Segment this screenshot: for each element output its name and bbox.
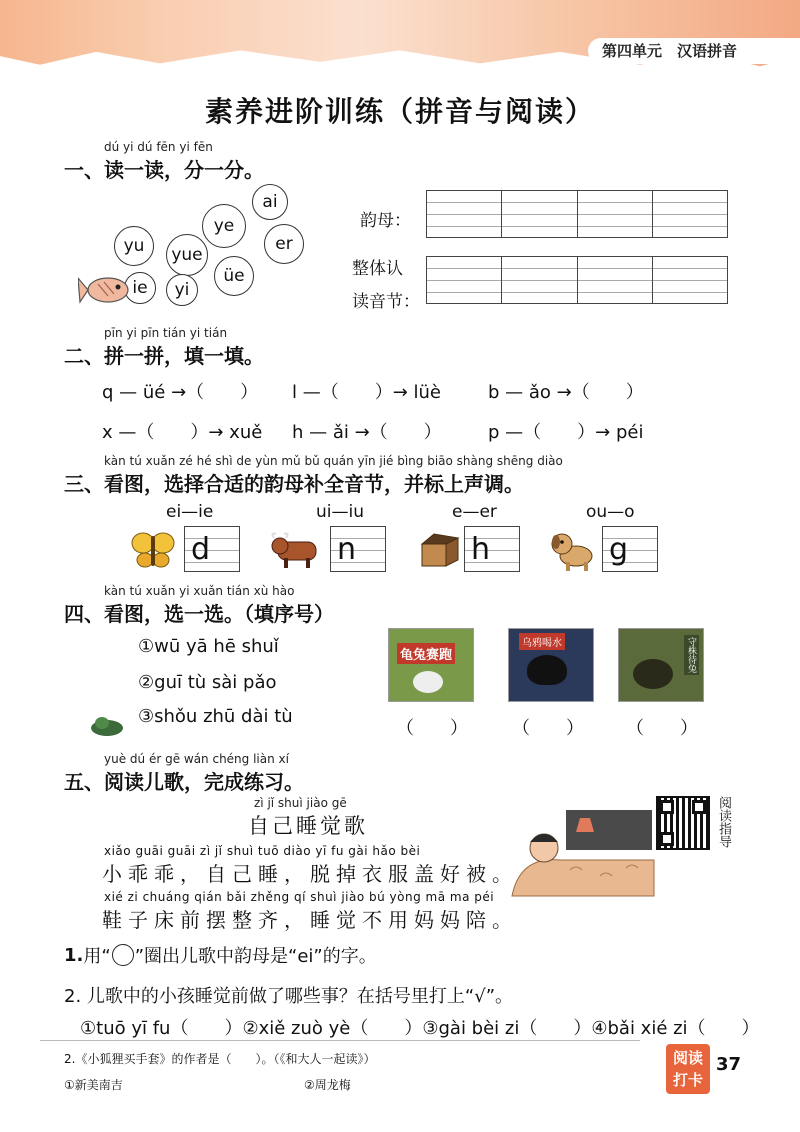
poem-line: 小乖乖，自己睡，脱掉衣服盖好被。: [102, 862, 518, 886]
s5-pinyin: yuè dú ér gē wán chéng liàn xí: [104, 752, 289, 766]
pinyin-exercise[interactable]: x —（ ）→ xuě: [102, 422, 263, 443]
sleeping-child-illustration: [510, 806, 656, 898]
label-yunmu: 韵母：: [360, 211, 411, 231]
rhyme-pair: ou—o: [586, 502, 635, 522]
s1-pinyin: dú yi dú fēn yi fēn: [104, 140, 213, 154]
picture-text: 守株待兔: [684, 635, 699, 675]
question-2-options[interactable]: ①tuō yī fu（ ）②xiě zuò yè（ ）③gài bèi zi（ ）④bǎi xié zi（ ）: [80, 1018, 760, 1039]
story-picture-1: [388, 628, 474, 702]
question-2: 2. 儿歌中的小孩睡觉前做了哪些事？在括号里打上“√”。: [64, 986, 514, 1007]
pinyin-exercise[interactable]: b — ǎo →（ ）: [488, 382, 644, 403]
reading-checkin-badge[interactable]: [666, 1044, 710, 1094]
bonus-option[interactable]: ②周龙梅: [304, 1078, 351, 1092]
divider: [40, 1040, 640, 1041]
label-zhengti-2: 读音节：: [352, 292, 420, 312]
write-cell[interactable]: [653, 257, 727, 303]
picture-text: 龟兔赛跑: [397, 643, 455, 664]
syllable-circle: ie: [124, 272, 156, 304]
answer-bracket[interactable]: （ ）: [512, 718, 584, 739]
fish-illustration: [78, 268, 132, 312]
write-cell[interactable]: [502, 257, 577, 303]
poem-line-pinyin: xiǎo guāi guāi zì jǐ shuì tuō diào yī fu gài hǎo bèi: [104, 844, 421, 858]
butterfly-illustration: [130, 530, 176, 570]
question-1-text-b: ”圈出儿歌中韵母是“ei”的字。: [134, 946, 377, 967]
bonus-question: 2.《小狐狸买手套》的作者是（ ）。（《和大人一起读》）: [64, 1052, 376, 1066]
syllable-circle: yi: [166, 274, 198, 306]
answer-bracket[interactable]: （ ）: [626, 718, 698, 739]
syllable-circle: ai: [252, 184, 288, 220]
poem-line-pinyin: xié zi chuáng qián bǎi zhěng qí shuì jiào bú yòng mā ma péi: [104, 890, 495, 904]
box-illustration: [418, 532, 462, 568]
syllable-circle: er: [264, 224, 304, 264]
pinyin-exercise[interactable]: q — üé →（ ）: [102, 382, 259, 403]
answer-box[interactable]: h: [464, 526, 520, 572]
qr-code[interactable]: [656, 796, 710, 850]
answer-box[interactable]: d: [184, 526, 240, 572]
syllable-circle: yue: [166, 234, 208, 276]
unit-tag: 第四单元 汉语拼音: [588, 38, 800, 64]
rhyme-pair: ei—ie: [166, 502, 214, 522]
pinyin-exercise[interactable]: p —（ ）→ péi: [488, 422, 644, 443]
story-picture-2: [508, 628, 594, 702]
s1-heading: 一、读一读，分一分。: [64, 158, 264, 182]
ox-illustration: [268, 530, 324, 570]
picture-text: 乌鸦喝水: [519, 633, 565, 650]
badge-line: 打卡: [672, 1071, 703, 1089]
answer-bracket[interactable]: （ ）: [396, 718, 468, 739]
yunmu-write-grid[interactable]: [426, 190, 728, 238]
write-cell[interactable]: [653, 191, 727, 237]
s5-heading: 五、阅读儿歌，完成练习。: [64, 770, 304, 794]
page-number: 37: [716, 1054, 742, 1075]
poem-line: 鞋子床前摆整齐，睡觉不用妈妈陪。: [102, 908, 518, 932]
story-picture-3: [618, 628, 704, 702]
badge-line: 阅读: [672, 1049, 703, 1067]
rhyme-pair: e—er: [452, 502, 497, 522]
write-cell[interactable]: [502, 191, 577, 237]
label-zhengti-1: 整体认: [352, 259, 403, 279]
bush-illustration: [90, 714, 124, 736]
rhyme-pair: ui—iu: [316, 502, 364, 522]
s3-pinyin: kàn tú xuǎn zé hé shì de yùn mǔ bǔ quán yīn jié bìng biāo shàng shēng diào: [104, 454, 563, 468]
story-option: ③shǒu zhū dài tù: [138, 706, 293, 727]
pinyin-exercise[interactable]: h — ǎi →（ ）: [292, 422, 442, 443]
s3-heading: 三、看图，选择合适的韵母补全音节，并标上声调。: [64, 472, 524, 496]
poem-title: 自己睡觉歌: [248, 814, 368, 838]
question-1-text-a: 用“: [83, 946, 111, 967]
answer-box[interactable]: g: [602, 526, 658, 572]
story-option: ①wū yā hē shuǐ: [138, 636, 279, 657]
syllable-circle: yu: [114, 226, 154, 266]
poem-title-pinyin: zì jǐ shuì jiào gē: [254, 796, 347, 810]
syllable-circle: ye: [202, 204, 246, 248]
circle-symbol-icon: [112, 944, 134, 966]
syllable-circle: üe: [214, 256, 254, 296]
write-cell[interactable]: [427, 191, 502, 237]
s4-pinyin: kàn tú xuǎn yi xuǎn tián xù hào: [104, 584, 295, 598]
story-option: ②guī tù sài pǎo: [138, 672, 277, 693]
qr-label: 阅读指导: [716, 796, 731, 848]
question-number: 1.: [64, 944, 84, 966]
s4-heading: 四、看图，选一选。（填序号）: [64, 602, 334, 626]
bonus-option[interactable]: ①新美南吉: [64, 1078, 123, 1092]
tree-shape: [633, 659, 673, 689]
crow-shape: [527, 655, 567, 685]
s2-heading: 二、拼一拼，填一填。: [64, 344, 264, 368]
dog-illustration: [548, 530, 598, 572]
write-cell[interactable]: [578, 257, 653, 303]
write-cell[interactable]: [427, 257, 502, 303]
write-cell[interactable]: [578, 191, 653, 237]
question-1: [64, 942, 377, 968]
rabbit-shape: [413, 671, 443, 693]
page-title: 素养进阶训练（拼音与阅读）: [204, 95, 595, 128]
answer-box[interactable]: n: [330, 526, 386, 572]
s2-pinyin: pīn yi pīn tián yi tián: [104, 326, 228, 340]
pinyin-exercise[interactable]: l —（ ）→ lüè: [292, 382, 442, 403]
zhengti-write-grid[interactable]: [426, 256, 728, 304]
